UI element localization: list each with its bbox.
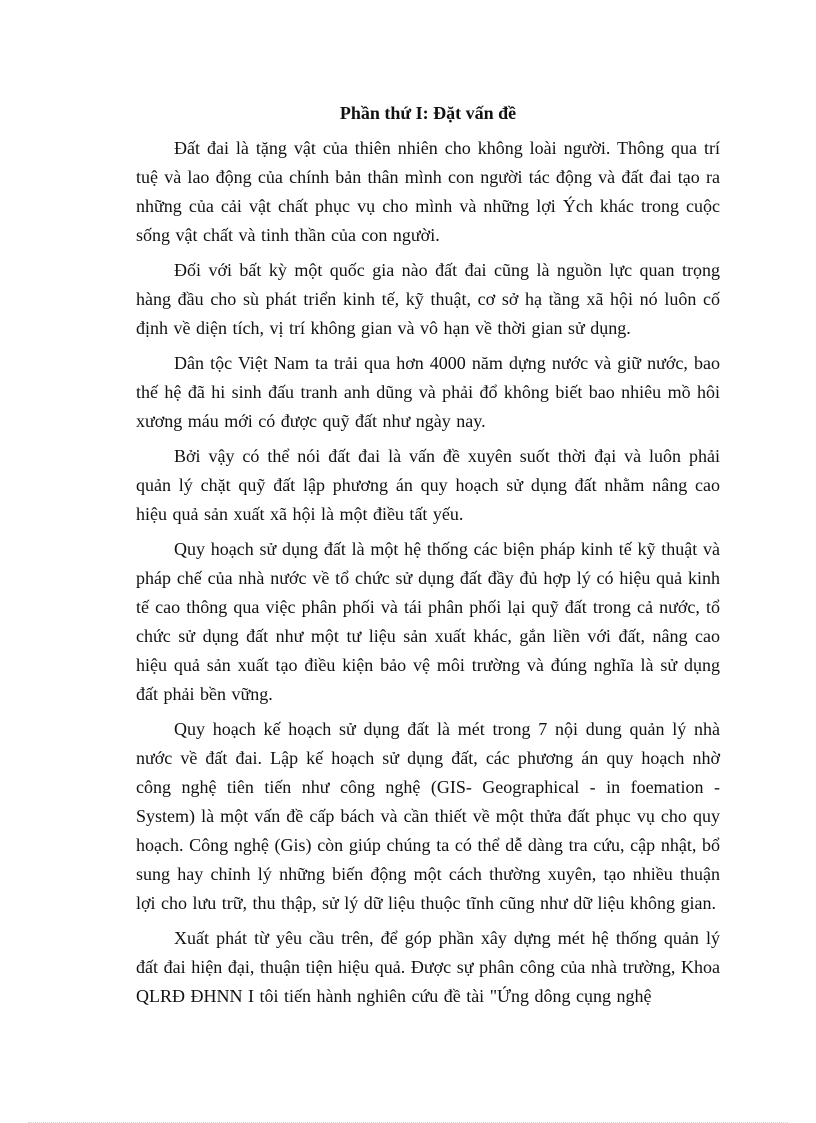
paragraph-5: Quy hoạch sử dụng đất là một hệ thống các biện pháp kinh tế kỹ thuật và pháp chế của nhà nước về tổ chức sử dụng đất đầy đủ hợp lý có hiệu quả kinh tế cao thông qua việc phân phối và tái phân phối lại quỹ đất trong cả nước, tổ chức sử dụng đất như một tư liệu sản xuất khác, gắn liền với đất, nâng cao hiệu quả sản xuất tạo điều kiện bảo vệ môi trường và đúng nghĩa là sử dụng đất phải bền vững.	[136, 539, 720, 704]
document-body	[136, 98, 720, 1017]
paragraph-4: Bởi vậy có thể nói đất đai là vấn đề xuyên suốt thời đại và luôn phải quản lý chặt quỹ đất lập phương án quy hoạch sử dụng đất nhằm nâng cao hiệu quả sản xuất xã hội là một điều tất yếu.	[136, 446, 720, 524]
paragraph-7: Xuất phát từ yêu cầu trên, để góp phần xây dựng mét hệ thống quản lý đất đai hiện đại, thuận tiện hiệu quả. Được sự phân công của nhà trường, Khoa QLRĐ ĐHNN I tôi tiến hành nghiên cứu đề tài "Ứng dông cụng nghệ	[136, 928, 720, 1006]
paragraph-6: Quy hoạch kế hoạch sử dụng đất là mét trong 7 nội dung quản lý nhà nước về đất đai. Lập kế hoạch sử dụng đất, các phương án quy hoạch nhờ công nghệ tiên tiến như công nghệ (GIS- Geographical - in foemation - System) là một vấn đề cấp bách và cần thiết về một thửa đất phục vụ cho quy hoạch. Công nghệ (Gis) còn giúp chúng ta có thể dễ dàng tra cứu, cập nhật, bổ sung hay chỉnh lý những biến động một cách thường xuyên, tạo nhiều thuận lợi cho lưu trữ, thu thập, sử lý dữ liệu thuộc tĩnh cũng như dữ liệu không gian.	[136, 719, 720, 913]
page-title: Phần thứ I: Đặt vấn đề	[339, 103, 517, 123]
paragraph-1: Đất đai là tặng vật của thiên nhiên cho không loài người. Thông qua trí tuệ và lao động của chính bản thân mình con người tác động và đất đai tạo ra những của cải vật chất phục vụ cho mình và những lợi Ých khác trong cuộc sống vật chất và tinh thần của con người.	[136, 138, 720, 245]
paragraph-3: Dân tộc Việt Nam ta trải qua hơn 4000 năm dựng nước và giữ nước, bao thế hệ đã hi sinh đấu tranh anh dũng và phải đổ không biết bao nhiêu mồ hôi xương máu mới có được quỹ đất như ngày nay.	[136, 353, 720, 431]
paragraph-2: Đối với bất kỳ một quốc gia nào đất đai cũng là nguồn lực quan trọng hàng đầu cho sù phát triển kinh tế, kỹ thuật, cơ sở hạ tầng xã hội nó luôn cố định về diện tích, vị trí không gian và vô hạn về thời gian sử dụng.	[136, 260, 720, 338]
